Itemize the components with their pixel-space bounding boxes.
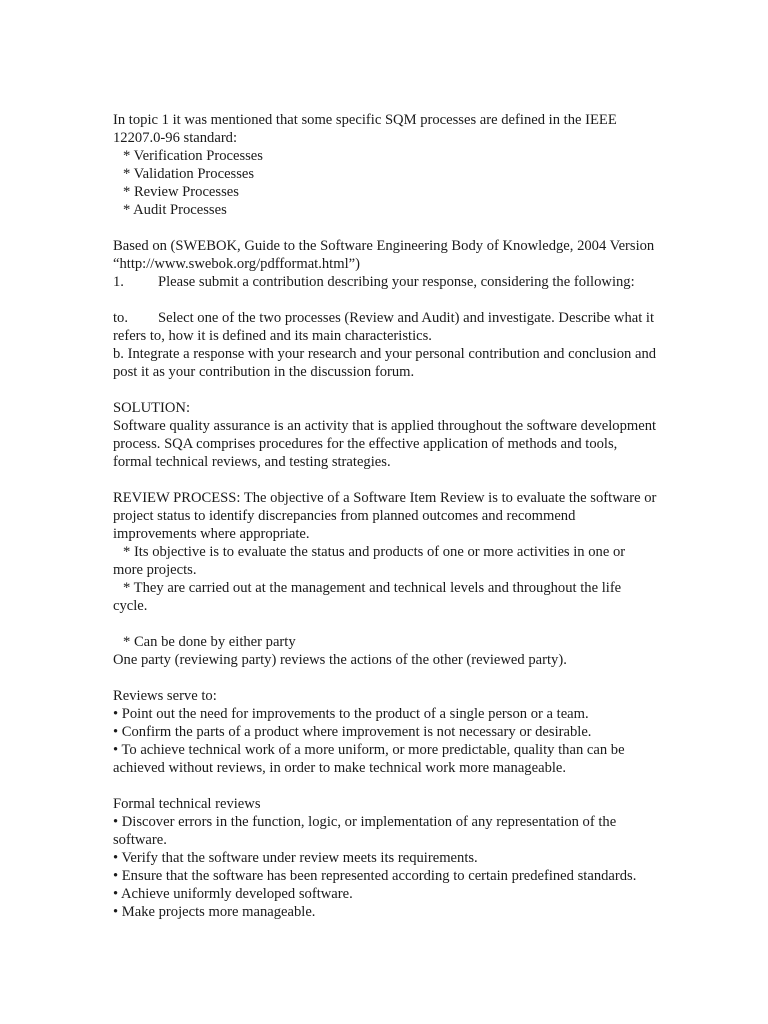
reviews-serve-item: • Confirm the parts of a product where improvement is not necessary or desirable. bbox=[113, 724, 592, 740]
assignment-item-1-text: Please submit a contribution describing your response, considering the following: bbox=[158, 274, 635, 290]
formal-reviews-item: • Ensure that the software has been represented according to certain predefined standards. bbox=[113, 868, 637, 884]
reviews-serve-item: • To achieve technical work of a more uniform, or more predictable, quality than can be achieved without reviews, in order to make technical work more manageable. bbox=[113, 742, 629, 776]
assignment-item-a-text: Select one of the two processes (Review and Audit) and investigate. Describe what it refers to, how it is defined and its main characteristics. bbox=[113, 310, 658, 344]
intro-item-review: * Review Processes bbox=[123, 184, 239, 200]
formal-reviews-heading: Formal technical reviews bbox=[113, 796, 261, 812]
reviews-serve-heading: Reviews serve to: bbox=[113, 688, 217, 704]
assignment-basis: Based on (SWEBOK, Guide to the Software Engineering Body of Knowledge, 2004 Version “http://www.swebok.org/pdfformat.html”) bbox=[113, 238, 658, 272]
assignment-item-a bbox=[113, 309, 658, 345]
spacer bbox=[113, 471, 658, 489]
solution-text: Software quality assurance is an activity that is applied throughout the software development process. SQA comprises procedures for the effective application of methods and tools, formal technical reviews, and testing strategies. bbox=[113, 418, 660, 470]
review-process-bullet-1-text: * Its objective is to evaluate the status and products of one or more activities in one or more projects. bbox=[113, 544, 629, 578]
reviews-serve-item: • Point out the need for improvements to the product of a single person or a team. bbox=[113, 706, 589, 722]
intro-item-validation: * Validation Processes bbox=[123, 166, 255, 182]
spacer bbox=[113, 777, 658, 795]
spacer bbox=[113, 669, 658, 687]
solution-heading: SOLUTION: bbox=[113, 400, 191, 416]
formal-reviews-item: • Discover errors in the function, logic, or implementation of any representation of the software. bbox=[113, 814, 620, 848]
formal-reviews-item: • Verify that the software under review meets its requirements. bbox=[113, 850, 478, 866]
spacer bbox=[113, 291, 658, 309]
assignment-item-b: b. Integrate a response with your research and your personal contribution and conclusion and post it as your contribution in the discussion forum. bbox=[113, 346, 660, 380]
document-page bbox=[113, 111, 661, 921]
assignment-item-1-marker: 1. bbox=[113, 274, 124, 290]
review-party-text: One party (reviewing party) reviews the actions of the other (reviewed party). bbox=[113, 652, 567, 668]
formal-reviews-item: • Achieve uniformly developed software. bbox=[113, 886, 353, 902]
review-process-text: REVIEW PROCESS: The objective of a Software Item Review is to evaluate the software or project status to identify discrepancies from planned outcomes and recommend improvements where appropriate. bbox=[113, 490, 661, 542]
intro-item-verification: * Verification Processes bbox=[123, 148, 263, 164]
spacer bbox=[113, 381, 658, 399]
assignment-item-1 bbox=[113, 273, 658, 291]
review-process-bullet-2-text: * They are carried out at the management and technical levels and throughout the life cycle. bbox=[113, 580, 625, 614]
spacer bbox=[113, 615, 658, 633]
intro-item-audit: * Audit Processes bbox=[123, 202, 227, 218]
spacer bbox=[113, 219, 658, 237]
review-process-bullet-3: * Can be done by either party bbox=[123, 634, 296, 650]
intro-text: In topic 1 it was mentioned that some specific SQM processes are defined in the IEEE 12207.0-96 standard: bbox=[113, 112, 621, 146]
review-process-bullet-2 bbox=[113, 579, 658, 615]
assignment-item-a-marker: to. bbox=[113, 310, 128, 326]
formal-reviews-item: • Make projects more manageable. bbox=[113, 904, 316, 920]
review-process-bullet-1 bbox=[113, 543, 658, 579]
